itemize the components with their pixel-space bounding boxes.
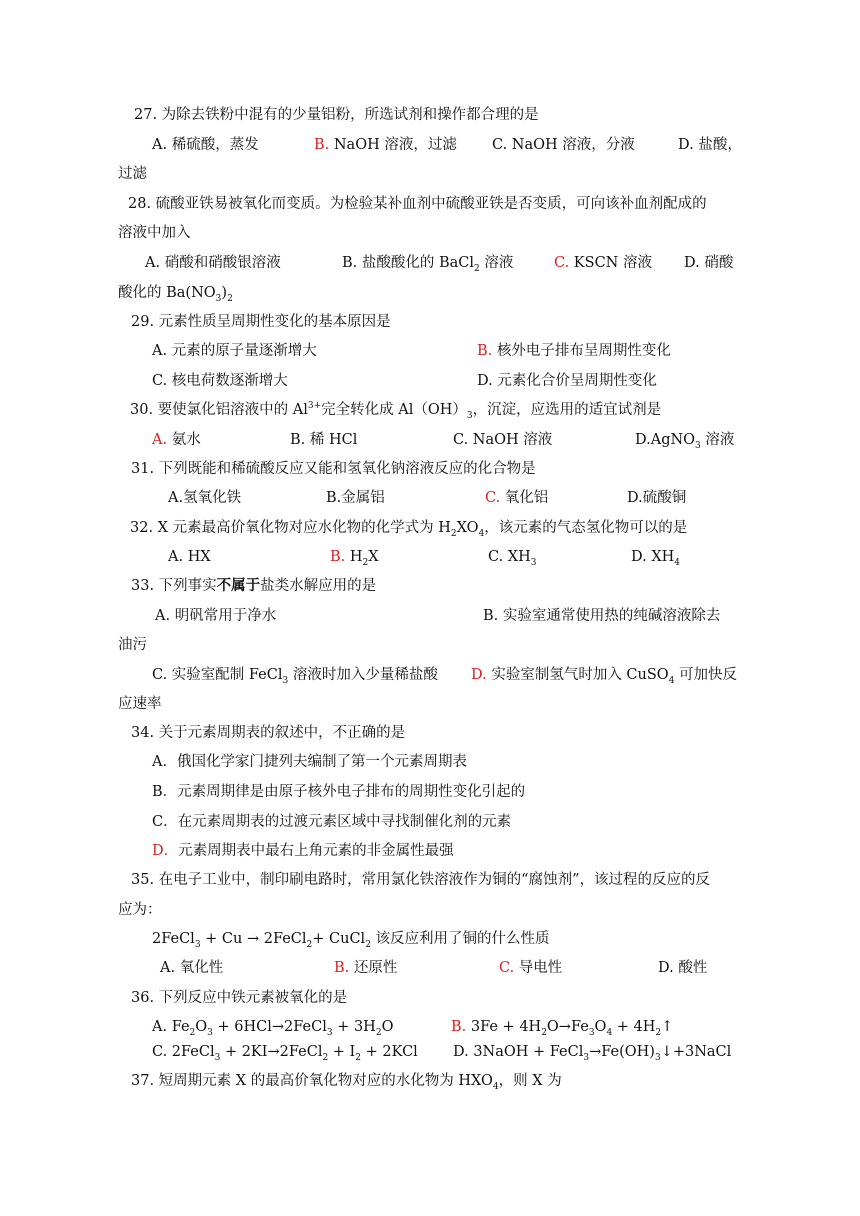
question-28-stem: 28. 硫酸亚铁易被氧化而变质。为检验某补血剂中硫酸亚铁是否变质，可向该补血剂配成的	[128, 196, 707, 212]
q35-equation: 2FeCl$_3$ + Cu → 2FeCl$_2$+ CuCl$_2$ 该反应利用了铜的什么性质	[152, 931, 550, 950]
question-36-stem: 36. 下列反应中铁元素被氧化的是	[131, 990, 348, 1006]
q31-option-a: A.氢氧化铁	[168, 490, 242, 506]
q28-option-d-continued: 酸化的 $Ba(NO_3)_2$	[118, 285, 233, 304]
question-34-stem: 34. 关于元素周期表的叙述中，不正确的是	[131, 725, 406, 741]
question-37-stem: 37. 短周期元素 X 的最高价氧化物对应的水化物为 $HXO_4$，则 X 为	[131, 1073, 562, 1092]
q29-option-c: C. 核电荷数逐渐增大	[152, 373, 288, 389]
q34-option-c: C．在元素周期表的过渡元素区域中寻找制催化剂的元素	[152, 814, 512, 830]
q35-option-b: B. 还原性	[334, 960, 398, 976]
q28-option-b: B. 盐酸酸化的 BaCl$_2$ 溶液	[342, 255, 514, 274]
q27-option-d: D. 盐酸，	[678, 137, 742, 153]
q33-option-c: C. 实验室配制 FeCl$_3$ 溶液时加入少量稀盐酸	[152, 667, 438, 686]
q30-option-a: A. 氨水	[152, 432, 201, 448]
q31-option-d: D.硫酸铜	[627, 490, 687, 506]
q29-option-d: D. 元素化合价呈周期性变化	[477, 373, 657, 389]
q36-option-b: B. $3Fe + 4H_2O\to Fe_3O_4$ + $4H_2↑$	[451, 1019, 674, 1038]
answer-mark: D.	[471, 667, 487, 683]
question-33-stem: 33. 下列事实不属于盐类水解应用的是	[131, 578, 377, 594]
q28-option-d: D. 硝酸	[684, 255, 734, 271]
answer-mark: B.	[314, 137, 330, 153]
q33-option-b: B. 实验室通常使用热的纯碱溶液除去	[483, 608, 721, 624]
q32-option-c: C. $XH_3$	[488, 549, 537, 568]
q32-option-a: A. HX	[168, 549, 211, 565]
q28-option-c: C. KSCN 溶液	[554, 255, 652, 271]
q30-option-d: D.AgNO$_3$ 溶液	[635, 432, 735, 451]
q29-option-a: A. 元素的原子量逐渐增大	[152, 343, 317, 359]
q33-option-d-continued: 应速率	[118, 696, 162, 712]
q32-option-d: D. $XH_4$	[631, 549, 681, 568]
answer-mark: C.	[499, 960, 515, 976]
q36-option-d: D. 3NaOH + $FeCl_3\to Fe(OH)_3↓+3NaCl$	[453, 1044, 732, 1063]
q30-option-b: B. 稀 HCl	[290, 432, 358, 448]
q27-option-b: B. NaOH 溶液，过滤	[314, 137, 457, 153]
q31-option-c: C. 氧化铝	[485, 490, 549, 506]
q33-option-b-continued: 油污	[118, 637, 147, 653]
q36-option-a: A. $Fe_2O_3$ + 6HCl→2FeCl$_3$ + $3H_2O$	[152, 1019, 394, 1038]
q30-option-c: C. NaOH 溶液	[453, 432, 553, 448]
q28-option-a: A. 硝酸和硝酸银溶液	[145, 255, 281, 271]
q36-option-c: C. 2FeCl$_3$ + 2KI→2FeCl$_2$ + $I_2 + 2KCl$	[152, 1044, 418, 1063]
question-35-stem-continued: 应为：	[118, 902, 162, 918]
q29-option-b: B. 核外电子排布呈周期性变化	[477, 343, 671, 359]
question-32-stem: 32. X 元素最高价氧化物对应水化物的化学式为 $H_2XO_4$，该元素的气态氢化物可以的是	[130, 520, 688, 539]
answer-mark: B.	[330, 549, 346, 565]
answer-mark: C.	[485, 490, 501, 506]
q35-option-a: A. 氧化性	[160, 960, 224, 976]
q27-option-a: A. 稀硫酸，蒸发	[152, 137, 259, 153]
q27-option-c: C. NaOH 溶液，分液	[492, 137, 635, 153]
question-35-stem: 35. 在电子工业中，制印刷电路时，常用氯化铁溶液作为铜的“腐蚀剂”，该过程的反应的反	[131, 872, 710, 888]
q33-option-d: D. 实验室制氢气时加入 CuSO$_4$ 可加快反	[471, 667, 738, 686]
answer-mark: D．	[152, 843, 179, 859]
q35-option-d: D. 酸性	[658, 960, 708, 976]
question-30-stem: 30. 要使氯化铝溶液中的 $Al^{3+}$完全转化成 $Al(OH)_3$，沉淀，应选用的适宜试剂是	[130, 401, 662, 421]
question-29-stem: 29. 元素性质呈周期性变化的基本原因是	[131, 314, 391, 330]
q34-option-a: A．俄国化学家门捷列夫编制了第一个元素周期表	[152, 754, 467, 770]
q34-option-d: D．元素周期表中最右上角元素的非金属性最强	[152, 843, 454, 859]
answer-mark: B.	[334, 960, 350, 976]
q32-option-b: B. $H_2X$	[330, 549, 379, 568]
q34-option-b: B．元素周期律是由原子核外电子排布的周期性变化引起的	[152, 784, 526, 800]
q27-option-d-continued: 过滤	[118, 166, 147, 182]
q33-option-a: A. 明矾常用于净水	[155, 608, 277, 624]
q35-option-c: C. 导电性	[499, 960, 563, 976]
answer-mark: B.	[477, 343, 493, 359]
question-27-stem: 27. 为除去铁粉中混有的少量铝粉，所选试剂和操作都合理的是	[134, 107, 539, 123]
q31-option-b: B.金属铝	[326, 490, 385, 506]
answer-mark: B.	[451, 1019, 467, 1035]
answer-mark: A.	[152, 432, 168, 448]
question-31-stem: 31. 下列既能和稀硫酸反应又能和氢氧化钠溶液反应的化合物是	[131, 461, 536, 477]
question-28-stem-continued: 溶液中加入	[118, 225, 191, 241]
answer-mark: C.	[554, 255, 570, 271]
